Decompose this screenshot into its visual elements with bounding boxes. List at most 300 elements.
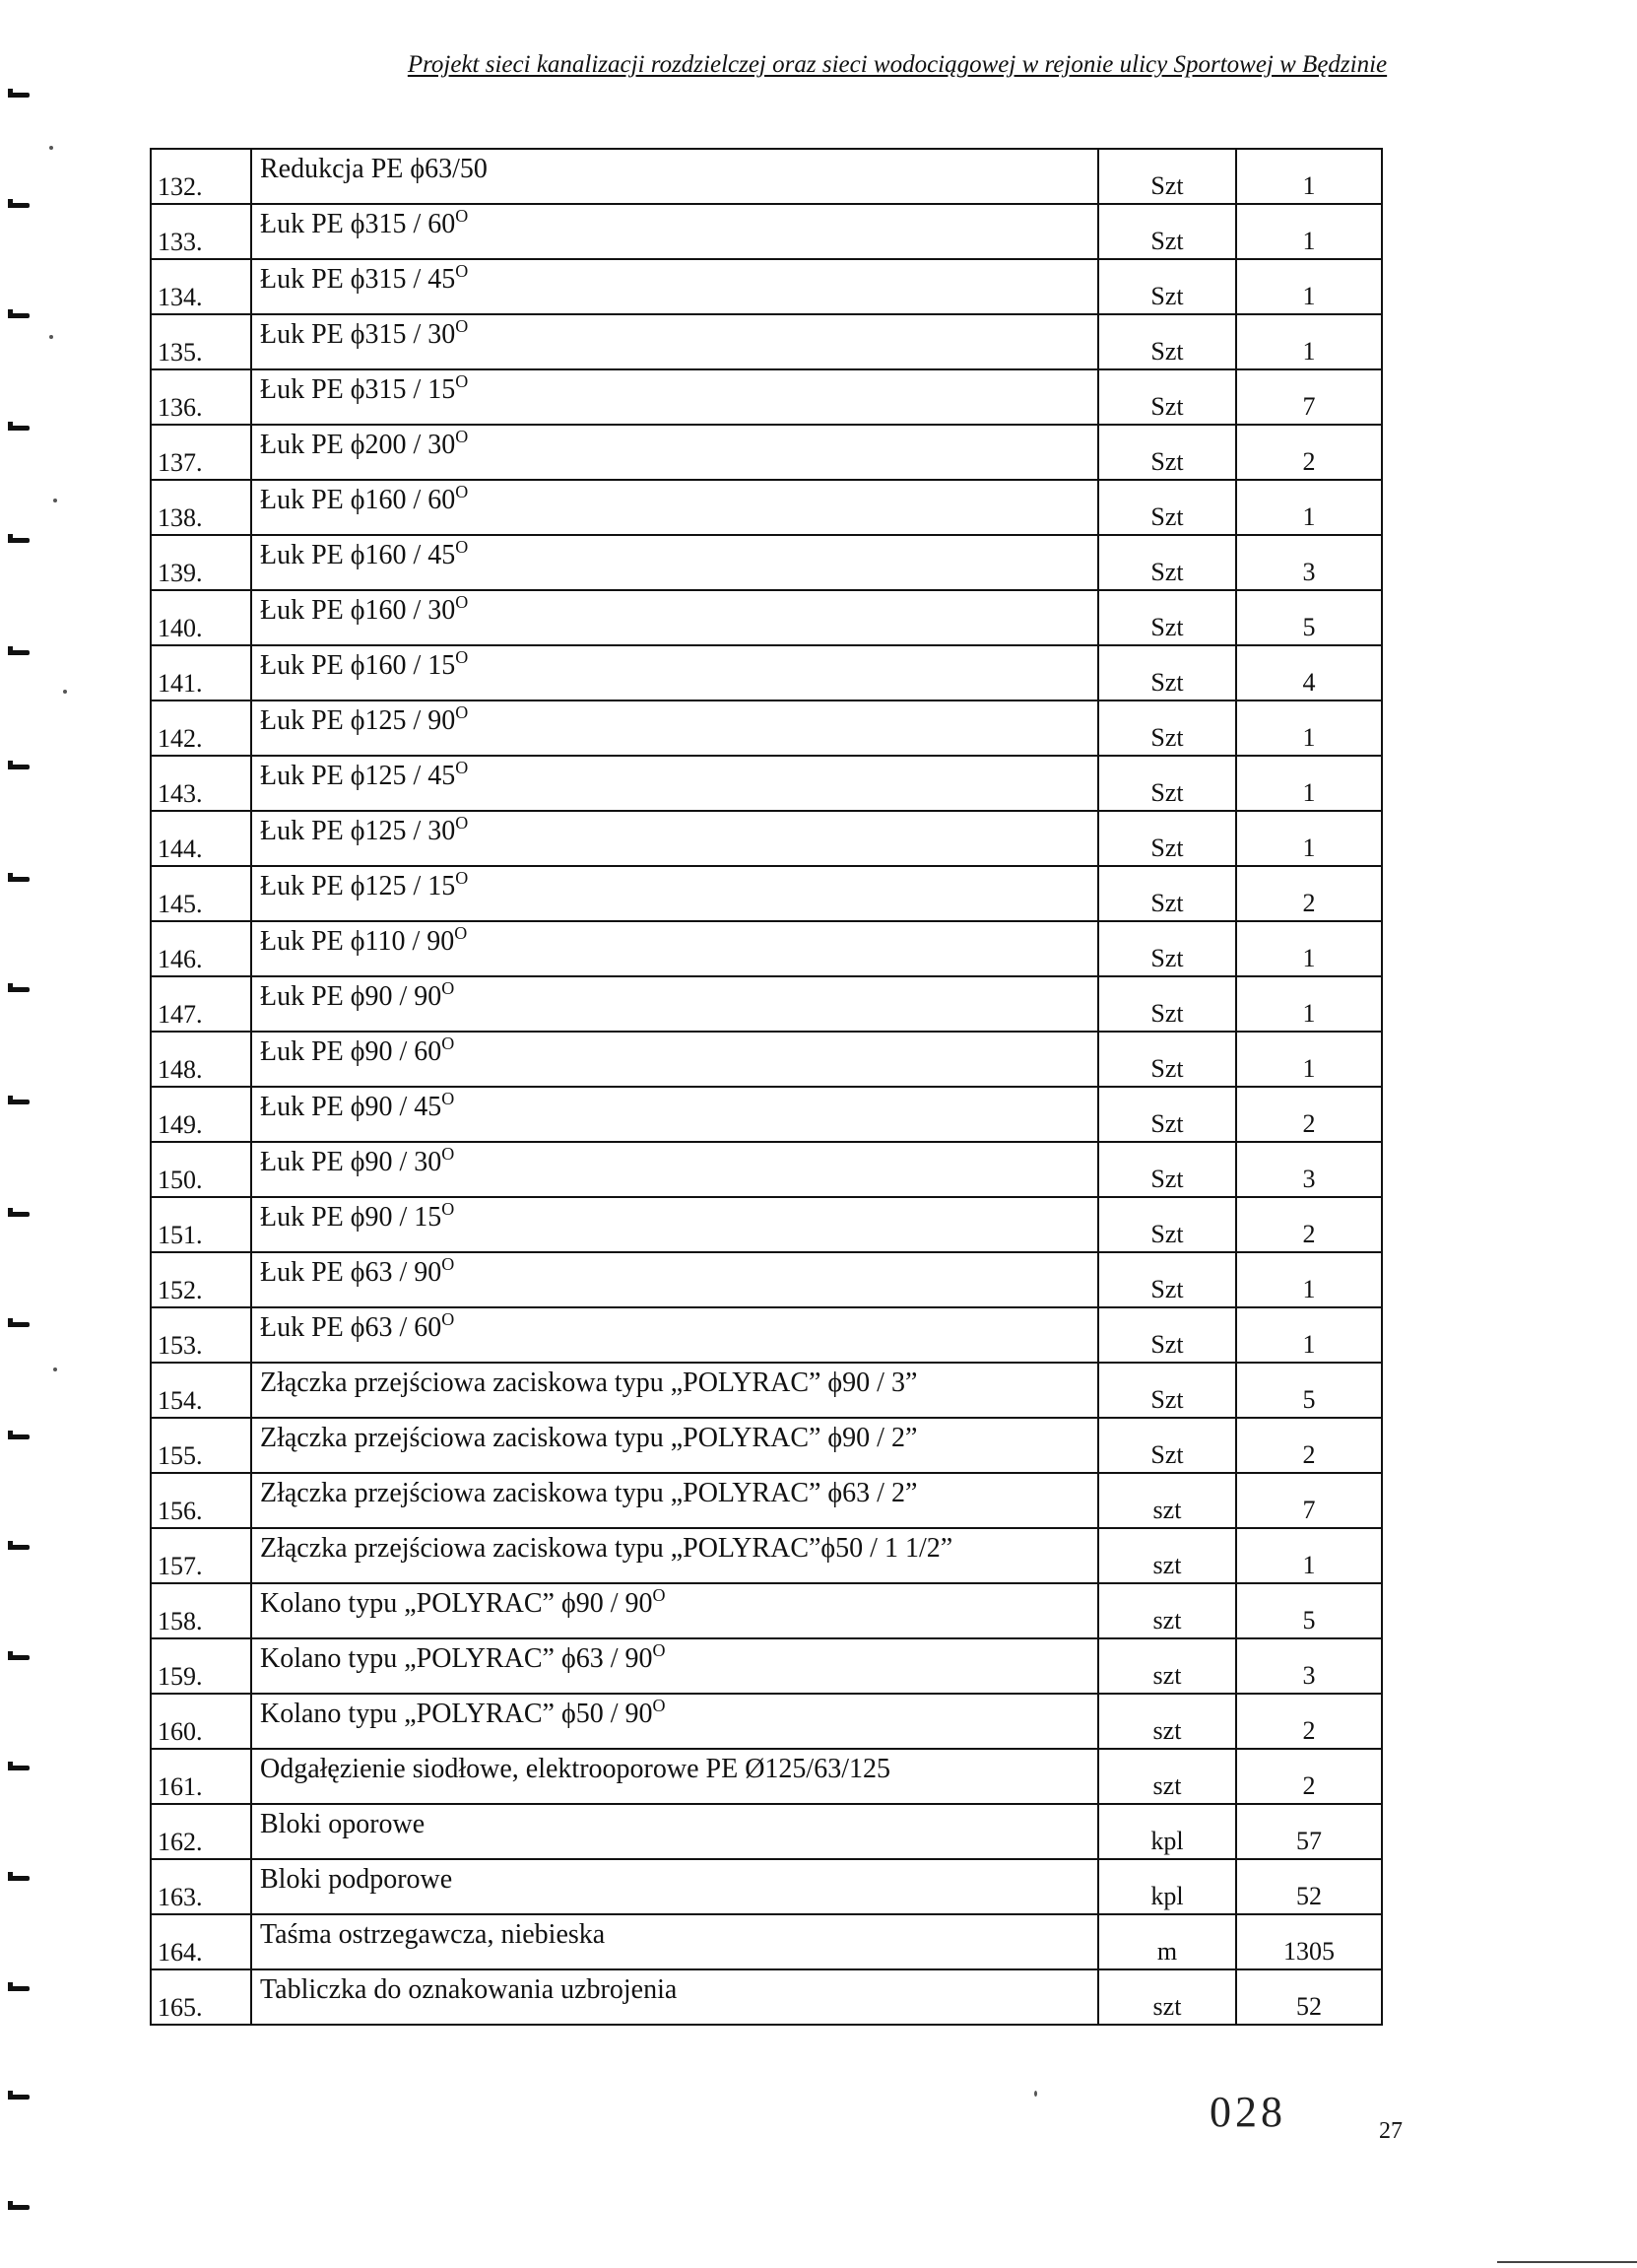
table-row — [151, 976, 1382, 1032]
row-number-text: 155. — [158, 1441, 203, 1470]
item-unit-text: kpl — [1150, 1882, 1184, 1910]
item-quantity — [1236, 1418, 1382, 1473]
item-unit-text: szt — [1152, 1716, 1182, 1745]
row-number — [151, 1804, 251, 1859]
archive-stamp: 028 — [1210, 2088, 1286, 2136]
table-row — [151, 645, 1382, 700]
item-quantity — [1236, 480, 1382, 535]
row-number-text: 144. — [158, 834, 203, 863]
margin-mark — [8, 426, 30, 431]
item-quantity — [1236, 259, 1382, 314]
row-number-text: 162. — [158, 1828, 203, 1856]
item-unit — [1098, 756, 1236, 811]
item-name — [251, 1749, 1098, 1804]
degree-mark: O — [652, 1696, 666, 1715]
item-name-text: Łuk PE ϕ90 / 15 — [260, 1202, 442, 1233]
page-number: 27 — [1379, 2118, 1403, 2144]
item-name-text: Kolano typu „POLYRAC” ϕ90 / 90 — [260, 1588, 653, 1619]
margin-mark — [8, 1100, 30, 1104]
item-quantity — [1236, 1473, 1382, 1528]
item-quantity-text: 1 — [1302, 944, 1316, 972]
scan-edge-line — [1497, 2261, 1637, 2263]
item-unit — [1098, 1307, 1236, 1363]
table-row — [151, 811, 1382, 866]
row-number — [151, 756, 251, 811]
row-number-text: 136. — [158, 393, 203, 422]
item-quantity — [1236, 590, 1382, 645]
item-unit — [1098, 535, 1236, 590]
item-name — [251, 756, 1098, 811]
materials-table — [150, 148, 1383, 2026]
margin-mark — [8, 1766, 30, 1770]
item-name — [251, 480, 1098, 535]
table-row — [151, 1032, 1382, 1087]
degree-mark: O — [441, 1309, 455, 1329]
table-row — [151, 480, 1382, 535]
item-quantity-text: 52 — [1296, 1992, 1322, 2021]
table-row — [151, 1252, 1382, 1307]
item-unit-text: Szt — [1150, 282, 1184, 310]
item-quantity — [1236, 1528, 1382, 1583]
scan-speck — [53, 499, 57, 502]
table-row — [151, 259, 1382, 314]
scan-speck — [53, 1367, 57, 1371]
row-number — [151, 645, 251, 700]
item-name — [251, 811, 1098, 866]
table-row — [151, 369, 1382, 425]
item-unit — [1098, 1859, 1236, 1914]
row-number — [151, 480, 251, 535]
item-unit — [1098, 976, 1236, 1032]
item-quantity — [1236, 369, 1382, 425]
row-number — [151, 149, 251, 204]
row-number-text: 140. — [158, 614, 203, 642]
item-name-text: Łuk PE ϕ125 / 30 — [260, 816, 456, 846]
item-quantity — [1236, 425, 1382, 480]
item-name — [251, 1307, 1098, 1363]
row-number — [151, 259, 251, 314]
scan-speck — [49, 146, 53, 150]
item-quantity-text: 1 — [1302, 282, 1316, 310]
item-name — [251, 1473, 1098, 1528]
item-name-text: Złączka przejściowa zaciskowa typu „POLYRAC” ϕ90 / 2” — [260, 1423, 918, 1453]
row-number-text: 132. — [158, 172, 203, 201]
degree-mark: O — [441, 1144, 455, 1164]
table-row — [151, 700, 1382, 756]
row-number — [151, 921, 251, 976]
item-name-text: Łuk PE ϕ125 / 90 — [260, 705, 456, 736]
degree-mark: O — [455, 758, 469, 777]
item-unit-text: Szt — [1150, 834, 1184, 862]
row-number — [151, 1197, 251, 1252]
item-name — [251, 1804, 1098, 1859]
row-number — [151, 1252, 251, 1307]
row-number — [151, 1914, 251, 1969]
item-unit — [1098, 1749, 1236, 1804]
row-number — [151, 1859, 251, 1914]
item-quantity — [1236, 811, 1382, 866]
row-number-text: 160. — [158, 1717, 203, 1746]
table-row — [151, 1969, 1382, 2025]
item-unit-text: m — [1156, 1937, 1178, 1966]
row-number-text: 141. — [158, 669, 203, 698]
item-unit-text: szt — [1152, 1606, 1182, 1634]
item-quantity-text: 57 — [1296, 1827, 1322, 1855]
margin-mark — [8, 313, 30, 318]
item-unit-text: Szt — [1150, 1330, 1184, 1359]
item-unit — [1098, 425, 1236, 480]
item-quantity — [1236, 1197, 1382, 1252]
item-name — [251, 535, 1098, 590]
item-name-text: Taśma ostrzegawcza, niebieska — [260, 1919, 606, 1950]
item-quantity — [1236, 1859, 1382, 1914]
row-number-text: 151. — [158, 1221, 203, 1249]
table-row — [151, 921, 1382, 976]
item-unit — [1098, 314, 1236, 369]
row-number-text: 164. — [158, 1938, 203, 1967]
degree-mark: O — [455, 316, 469, 336]
item-name-text: Łuk PE ϕ90 / 30 — [260, 1147, 442, 1177]
item-unit-text: Szt — [1150, 1165, 1184, 1193]
item-quantity — [1236, 1087, 1382, 1142]
item-quantity — [1236, 1583, 1382, 1638]
item-quantity — [1236, 756, 1382, 811]
margin-mark — [8, 2205, 30, 2210]
document-header — [0, 51, 1637, 79]
item-name — [251, 1087, 1098, 1142]
row-number-text: 153. — [158, 1331, 203, 1360]
table-row — [151, 1583, 1382, 1638]
item-unit — [1098, 149, 1236, 204]
degree-mark: O — [455, 813, 469, 833]
item-quantity-text: 2 — [1302, 889, 1316, 917]
item-quantity-text: 2 — [1302, 447, 1316, 476]
item-name-text: Łuk PE ϕ200 / 30 — [260, 430, 456, 460]
item-quantity — [1236, 976, 1382, 1032]
row-number — [151, 1418, 251, 1473]
row-number-text: 163. — [158, 1883, 203, 1911]
item-name-text: Łuk PE ϕ90 / 90 — [260, 981, 442, 1012]
item-name-text: Złączka przejściowa zaciskowa typu „POLYRAC” ϕ90 / 3” — [260, 1367, 918, 1398]
row-number — [151, 204, 251, 259]
item-unit — [1098, 645, 1236, 700]
row-number-text: 134. — [158, 283, 203, 311]
item-name — [251, 976, 1098, 1032]
item-quantity-text: 1 — [1302, 171, 1316, 200]
item-unit — [1098, 1638, 1236, 1694]
item-quantity-text: 5 — [1302, 1606, 1316, 1634]
item-unit-text: Szt — [1150, 227, 1184, 255]
margin-mark — [8, 1986, 30, 1991]
item-name-text: Łuk PE ϕ125 / 15 — [260, 871, 456, 901]
table-row — [151, 1363, 1382, 1418]
item-unit — [1098, 1528, 1236, 1583]
table-row — [151, 1804, 1382, 1859]
item-quantity-text: 2 — [1302, 1716, 1316, 1745]
item-unit-text: Szt — [1150, 1109, 1184, 1138]
item-quantity — [1236, 700, 1382, 756]
item-quantity — [1236, 204, 1382, 259]
margin-mark — [8, 1655, 30, 1660]
header-title: Projekt sieci kanalizacji rozdzielczej oraz sieci wodociągowej w rejonie ulicy Sportowej w Będzinie — [407, 51, 1388, 78]
item-name — [251, 149, 1098, 204]
row-number — [151, 369, 251, 425]
item-unit-text: szt — [1152, 1992, 1182, 2021]
item-unit-text: Szt — [1150, 171, 1184, 200]
item-name-text: Łuk PE ϕ90 / 60 — [260, 1036, 442, 1067]
row-number — [151, 700, 251, 756]
item-name — [251, 700, 1098, 756]
item-name — [251, 1252, 1098, 1307]
row-number — [151, 1749, 251, 1804]
item-quantity — [1236, 1307, 1382, 1363]
item-unit-text: Szt — [1150, 1220, 1184, 1248]
degree-mark: O — [455, 702, 469, 722]
row-number-text: 157. — [158, 1552, 203, 1580]
degree-mark: O — [441, 1199, 455, 1219]
item-unit — [1098, 1252, 1236, 1307]
item-quantity-text: 1 — [1302, 502, 1316, 531]
table-row — [151, 1694, 1382, 1749]
row-number-text: 143. — [158, 779, 203, 808]
item-name-text: Tabliczka do oznakowania uzbrojenia — [260, 1974, 678, 2005]
table-row — [151, 204, 1382, 259]
item-name — [251, 921, 1098, 976]
table-row — [151, 1197, 1382, 1252]
degree-mark: O — [455, 592, 469, 612]
item-unit-text: Szt — [1150, 447, 1184, 476]
item-name — [251, 1418, 1098, 1473]
degree-mark: O — [455, 427, 469, 446]
item-unit — [1098, 1363, 1236, 1418]
item-unit-text: szt — [1152, 1496, 1182, 1524]
item-name-text: Łuk PE ϕ315 / 45 — [260, 264, 456, 295]
item-name — [251, 314, 1098, 369]
item-name — [251, 1638, 1098, 1694]
row-number — [151, 1307, 251, 1363]
row-number — [151, 1969, 251, 2025]
row-number-text: 146. — [158, 945, 203, 973]
margin-mark — [8, 93, 30, 98]
degree-mark: O — [441, 1089, 455, 1108]
item-name-text: Redukcja PE ϕ63/50 — [260, 154, 488, 184]
table-row — [151, 1859, 1382, 1914]
item-quantity — [1236, 1969, 1382, 2025]
item-name-text: Łuk PE ϕ315 / 30 — [260, 319, 456, 350]
margin-mark — [8, 2095, 30, 2100]
degree-mark: O — [455, 868, 469, 888]
row-number-text: 139. — [158, 559, 203, 587]
margin-mark — [8, 1434, 30, 1439]
item-name-text: Łuk PE ϕ160 / 30 — [260, 595, 456, 626]
row-number-text: 154. — [158, 1386, 203, 1415]
degree-mark: O — [441, 978, 455, 998]
item-unit — [1098, 204, 1236, 259]
item-unit-text: Szt — [1150, 558, 1184, 586]
item-unit-text: Szt — [1150, 668, 1184, 697]
item-unit — [1098, 811, 1236, 866]
item-quantity-text: 1 — [1302, 999, 1316, 1028]
item-unit — [1098, 921, 1236, 976]
item-name-text: Łuk PE ϕ90 / 45 — [260, 1092, 442, 1122]
margin-mark — [8, 538, 30, 543]
item-quantity-text: 5 — [1302, 613, 1316, 641]
item-unit — [1098, 1473, 1236, 1528]
item-quantity-text: 3 — [1302, 1661, 1316, 1690]
degree-mark: O — [454, 923, 468, 943]
table-row — [151, 1142, 1382, 1197]
item-name-text: Łuk PE ϕ110 / 90 — [260, 926, 455, 957]
margin-mark — [8, 987, 30, 992]
item-unit-text: Szt — [1150, 1440, 1184, 1469]
table-row — [151, 1528, 1382, 1583]
item-name — [251, 866, 1098, 921]
item-unit-text: Szt — [1150, 778, 1184, 807]
margin-mark — [8, 1876, 30, 1881]
item-quantity — [1236, 149, 1382, 204]
margin-mark — [8, 765, 30, 769]
row-number — [151, 1363, 251, 1418]
row-number-text: 159. — [158, 1662, 203, 1691]
item-name-text: Łuk PE ϕ63 / 90 — [260, 1257, 442, 1288]
item-quantity — [1236, 1032, 1382, 1087]
item-unit-text: kpl — [1150, 1827, 1184, 1855]
item-quantity-text: 2 — [1302, 1771, 1316, 1800]
row-number-text: 150. — [158, 1166, 203, 1194]
row-number — [151, 425, 251, 480]
table-row — [151, 314, 1382, 369]
row-number-text: 147. — [158, 1000, 203, 1029]
item-name-text: Złączka przejściowa zaciskowa typu „POLYRAC”ϕ50 / 1 1/2” — [260, 1533, 953, 1564]
row-number — [151, 811, 251, 866]
item-quantity-text: 5 — [1302, 1385, 1316, 1414]
item-quantity-text: 3 — [1302, 1165, 1316, 1193]
item-name — [251, 1583, 1098, 1638]
item-quantity-text: 1 — [1302, 723, 1316, 752]
item-unit-text: szt — [1152, 1771, 1182, 1800]
row-number — [151, 1142, 251, 1197]
item-unit — [1098, 1694, 1236, 1749]
row-number — [151, 314, 251, 369]
margin-mark — [8, 1212, 30, 1217]
item-unit — [1098, 1914, 1236, 1969]
table-row — [151, 535, 1382, 590]
table-row — [151, 756, 1382, 811]
table-row — [151, 425, 1382, 480]
table-row — [151, 590, 1382, 645]
item-unit — [1098, 1087, 1236, 1142]
item-unit — [1098, 1197, 1236, 1252]
row-number — [151, 1087, 251, 1142]
row-number — [151, 1528, 251, 1583]
row-number-text: 135. — [158, 338, 203, 367]
table-row — [151, 866, 1382, 921]
item-quantity-text: 2 — [1302, 1440, 1316, 1469]
degree-mark: O — [455, 261, 469, 281]
item-name-text: Łuk PE ϕ315 / 15 — [260, 374, 456, 405]
item-quantity — [1236, 1749, 1382, 1804]
item-quantity-text: 52 — [1296, 1882, 1322, 1910]
item-name — [251, 1197, 1098, 1252]
item-name-text: Kolano typu „POLYRAC” ϕ63 / 90 — [260, 1643, 653, 1674]
item-quantity — [1236, 645, 1382, 700]
item-quantity — [1236, 1638, 1382, 1694]
table-row — [151, 1638, 1382, 1694]
item-quantity — [1236, 314, 1382, 369]
item-name — [251, 1969, 1098, 2025]
item-name — [251, 204, 1098, 259]
row-number — [151, 1638, 251, 1694]
item-name-text: Bloki oporowe — [260, 1809, 426, 1839]
item-unit — [1098, 1418, 1236, 1473]
row-number-text: 137. — [158, 448, 203, 477]
item-quantity-text: 1 — [1302, 834, 1316, 862]
item-quantity — [1236, 1363, 1382, 1418]
item-name — [251, 259, 1098, 314]
item-name-text: Łuk PE ϕ63 / 60 — [260, 1312, 442, 1343]
item-quantity — [1236, 1142, 1382, 1197]
item-unit — [1098, 259, 1236, 314]
item-quantity — [1236, 535, 1382, 590]
item-unit-text: Szt — [1150, 502, 1184, 531]
item-quantity-text: 1 — [1302, 1551, 1316, 1579]
item-quantity-text: 3 — [1302, 558, 1316, 586]
margin-mark — [8, 877, 30, 882]
item-quantity — [1236, 1914, 1382, 1969]
table-row — [151, 1749, 1382, 1804]
item-name-text: Łuk PE ϕ160 / 15 — [260, 650, 456, 681]
table-row — [151, 1087, 1382, 1142]
item-unit — [1098, 1032, 1236, 1087]
row-number-text: 152. — [158, 1276, 203, 1304]
item-name-text: Złączka przejściowa zaciskowa typu „POLYRAC” ϕ63 / 2” — [260, 1478, 918, 1508]
degree-mark: O — [652, 1585, 666, 1605]
item-quantity-text: 1 — [1302, 227, 1316, 255]
degree-mark: O — [455, 647, 469, 667]
item-name — [251, 1363, 1098, 1418]
table-row — [151, 1418, 1382, 1473]
row-number-text: 165. — [158, 1993, 203, 2022]
item-name-text: Łuk PE ϕ160 / 60 — [260, 485, 456, 515]
degree-mark: O — [441, 1254, 455, 1274]
row-number — [151, 1694, 251, 1749]
item-quantity — [1236, 1694, 1382, 1749]
row-number-text: 158. — [158, 1607, 203, 1635]
table-row — [151, 1307, 1382, 1363]
item-unit-text: Szt — [1150, 944, 1184, 972]
item-name-text: Łuk PE ϕ160 / 45 — [260, 540, 456, 570]
row-number-text: 156. — [158, 1497, 203, 1525]
item-unit — [1098, 1142, 1236, 1197]
materials-table-body — [151, 149, 1382, 2025]
row-number-text: 161. — [158, 1772, 203, 1801]
item-unit — [1098, 866, 1236, 921]
item-quantity-text: 1 — [1302, 337, 1316, 366]
row-number — [151, 1583, 251, 1638]
item-quantity-text: 4 — [1302, 668, 1316, 697]
item-unit — [1098, 1583, 1236, 1638]
item-name-text: Łuk PE ϕ315 / 60 — [260, 209, 456, 239]
item-name — [251, 1914, 1098, 1969]
table-row — [151, 1914, 1382, 1969]
degree-mark: O — [652, 1640, 666, 1660]
row-number-text: 148. — [158, 1055, 203, 1084]
item-name — [251, 1032, 1098, 1087]
margin-mark — [8, 203, 30, 208]
row-number — [151, 1473, 251, 1528]
item-name — [251, 369, 1098, 425]
item-quantity-text: 1 — [1302, 1275, 1316, 1303]
